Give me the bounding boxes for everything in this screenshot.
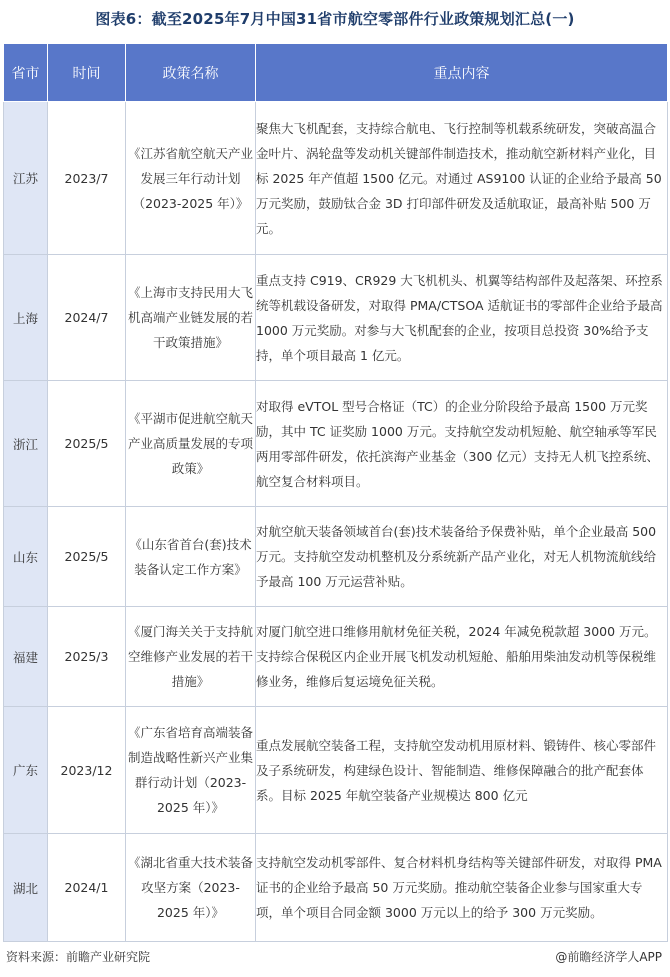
time-cell: 2025/3	[48, 607, 126, 707]
policy-name-cell: 《湖北省重大技术装备攻坚方案（2023-2025 年）》	[126, 834, 256, 942]
province-cell: 江苏	[4, 102, 48, 255]
table-row	[4, 707, 668, 834]
policy-name-cell: 《平湖市促进航空航天产业高质量发展的专项政策》	[126, 381, 256, 507]
key-content-cell: 支持航空发动机零部件、复合材料机身结构等关键部件研发，对取得 PMA 证书的企业给予最高 50 万元奖励。推动航空装备企业参与国家重大专项，单个项目合同金额 3000 万元以上的给予 300 万元奖励。	[256, 834, 668, 942]
key-content-cell: 重点支持 C919、CR929 大飞机机头、机翼等结构部件及起落架、环控系统等机载设备研发，对取得 PMA/CTSOA 适航证书的零部件企业给予最高 1000 万元奖励。对参与大飞机配套的企业，按项目总投资 30%给予支持，单个项目最高 1 亿元。	[256, 255, 668, 381]
table-header-row	[4, 44, 668, 102]
table-row	[4, 255, 668, 381]
source-note: 资料来源：前瞻产业研究院	[6, 950, 151, 964]
key-content-cell: 对厦门航空进口维修用航材免征关税，2024 年减免税款超 3000 万元。支持综合保税区内企业开展飞机发动机短舱、船舶用柴油发动机等保税维修业务，维修后复运境免征关税。	[256, 607, 668, 707]
province-cell: 福建	[4, 607, 48, 707]
time-cell: 2024/7	[48, 255, 126, 381]
table-row	[4, 834, 668, 942]
province-cell: 上海	[4, 255, 48, 381]
policy-name-cell: 《上海市支持民用大飞机高端产业链发展的若干政策措施》	[126, 255, 256, 381]
province-cell: 山东	[4, 507, 48, 607]
key-content-cell: 对航空航天装备领域首台(套)技术装备给予保费补贴，单个企业最高 500 万元。支持航空发动机整机及分系统新产品产业化，对无人机物流航线给予最高 100 万元运营补贴。	[256, 507, 668, 607]
policy-table	[3, 43, 668, 942]
policy-name-cell: 《广东省培育高端装备制造战略性新兴产业集群行动计划（2023-2025 年）》	[126, 707, 256, 834]
table-row	[4, 102, 668, 255]
column-header-time: 时间	[48, 44, 126, 102]
province-cell: 浙江	[4, 381, 48, 507]
table-row	[4, 381, 668, 507]
table-row	[4, 507, 668, 607]
key-content-cell: 聚焦大飞机配套，支持综合航电、飞行控制等机载系统研发，突破高温合金叶片、涡轮盘等发动机关键部件制造技术，推动航空新材料产业化，目标 2025 年产值超 1500 亿元。对通过 AS9100 认证的企业给予最高 50 万元奖励，鼓励钛合金 3D 打印部件研发及适航取证，最高补贴 500 万元。	[256, 102, 668, 255]
time-cell: 2024/1	[48, 834, 126, 942]
column-header-province: 省市	[4, 44, 48, 102]
time-cell: 2023/12	[48, 707, 126, 834]
key-content-cell: 重点发展航空装备工程，支持航空发动机用原材料、锻铸件、核心零部件及子系统研发，构建绿色设计、智能制造、维修保障融合的批产配套体系。目标 2025 年航空装备产业规模达 800 亿元	[256, 707, 668, 834]
province-cell: 广东	[4, 707, 48, 834]
province-cell: 湖北	[4, 834, 48, 942]
policy-name-cell: 《厦门海关关于支持航空维修产业发展的若干措施》	[126, 607, 256, 707]
table-row	[4, 607, 668, 707]
column-header-policy-name: 政策名称	[126, 44, 256, 102]
footer	[4, 948, 666, 970]
column-header-key-content: 重点内容	[256, 44, 668, 102]
policy-name-cell: 《江苏省航空航天产业发展三年行动计划（2023-2025 年）》	[126, 102, 256, 255]
page-title: 图表6：截至2025年7月中国31省市航空零部件行业政策规划汇总(一)	[95, 10, 575, 28]
time-cell: 2025/5	[48, 507, 126, 607]
brand-credit: @前瞻经济学人APP	[555, 950, 662, 964]
key-content-cell: 对取得 eVTOL 型号合格证（TC）的企业分阶段给予最高 1500 万元奖励，其中 TC 证奖励 1000 万元。支持航空发动机短舱、航空轴承等军民两用零部件研发，依托滨海产业基金（300 亿元）支持无人机飞控系统、航空复合材料项目。	[256, 381, 668, 507]
time-cell: 2023/7	[48, 102, 126, 255]
policy-name-cell: 《山东省首台(套)技术装备认定工作方案》	[126, 507, 256, 607]
time-cell: 2025/5	[48, 381, 126, 507]
